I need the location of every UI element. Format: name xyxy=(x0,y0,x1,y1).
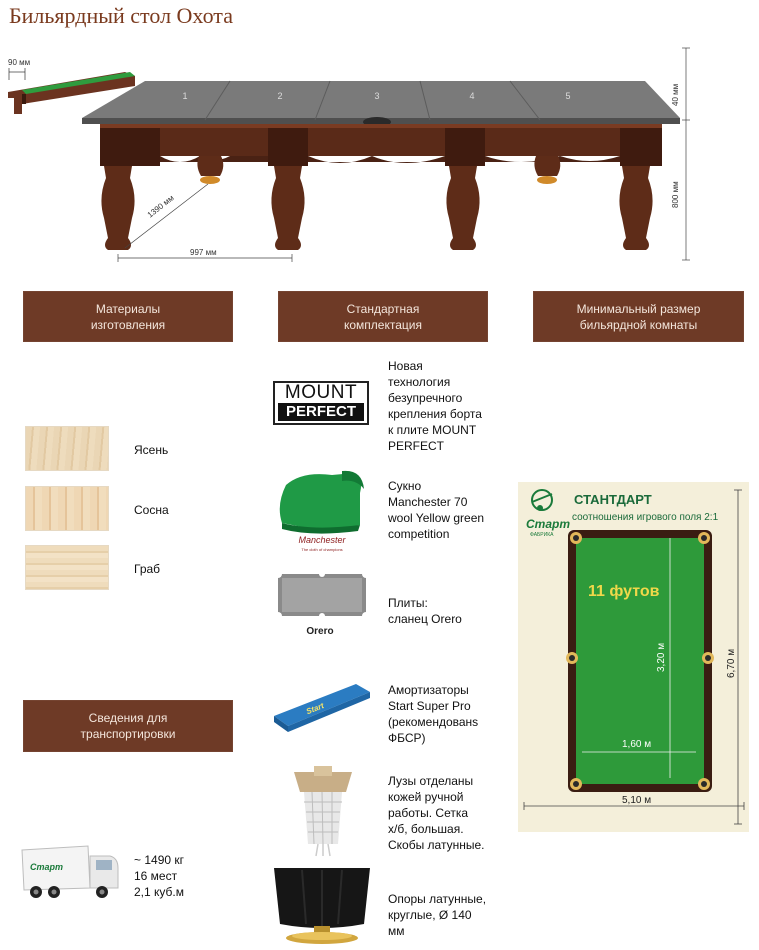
svg-text:Manchester: Manchester xyxy=(298,535,346,545)
leg-icon xyxy=(272,868,372,948)
standard-label: СТАНТДАРТ xyxy=(574,492,652,507)
pocket-icon xyxy=(288,762,358,858)
equipment-text-slate: Плиты: сланец Orero xyxy=(388,596,462,626)
room-size-diagram xyxy=(518,482,749,832)
material-swatch-pine xyxy=(25,486,109,531)
material-label-pine: Сосна xyxy=(134,503,169,517)
material-label-ash: Ясень xyxy=(134,443,169,457)
field-width-label: 1,60 м xyxy=(622,739,652,750)
equipment-text-pocket: Лузы отделаны кожей ручной работы. Сетка х/б, большая. Скобы латунные. xyxy=(388,774,485,852)
mount-perfect-logo: MOUNT PERFECT xyxy=(273,381,369,425)
field-length-label: 3,20 м xyxy=(656,642,667,672)
room-length-label: 6,70 м xyxy=(726,648,737,678)
truck-icon xyxy=(20,844,120,900)
svg-text:Старт: Старт xyxy=(30,862,64,872)
leg-spacing-short-label: 1390 мм xyxy=(145,193,176,220)
page-title: Бильярдный стол Охота xyxy=(9,3,233,28)
table-size-label: 11 футов xyxy=(588,583,660,600)
slate-number-4: 4 xyxy=(469,91,475,101)
material-swatch-hornbeam xyxy=(25,545,109,590)
equipment-text-cushion: Амортизаторы Start Super Pro (рекомендованs ФБСР) xyxy=(388,683,479,745)
table-top xyxy=(82,81,680,120)
transport-header: Сведения для транспортировки xyxy=(23,700,233,752)
table-legs xyxy=(101,156,652,250)
room-header: Минимальный размер бильярдной комнаты xyxy=(533,291,744,342)
transport-pieces: 16 мест xyxy=(134,869,178,883)
svg-text:Start: Start xyxy=(304,701,326,717)
slate-number-1: 1 xyxy=(182,91,188,101)
slate-number-5: 5 xyxy=(565,91,571,101)
equipment-text-mount: Новая технология безупречного крепления борта к плите MOUNT PERFECT xyxy=(388,359,482,453)
rail-width-label: 90 мм xyxy=(8,58,31,67)
svg-text:Orero: Orero xyxy=(306,626,334,637)
svg-text:Старт: Старт xyxy=(526,517,571,531)
room-width-label: 5,10 м xyxy=(622,795,652,806)
slate-icon xyxy=(272,570,372,640)
table-diagram xyxy=(0,38,759,270)
slate-number-2: 2 xyxy=(277,91,283,101)
total-height-label: 800 мм xyxy=(671,181,680,208)
slate-number-3: 3 xyxy=(374,91,380,101)
svg-text:ФАБРИКА: ФАБРИКА xyxy=(530,532,554,538)
top-height-label: 40 мм xyxy=(671,83,680,106)
cloth-icon xyxy=(272,465,372,553)
materials-header: Материалы изготовления xyxy=(23,291,233,342)
equipment-text-leg: Опоры латунные, круглые, Ø 140 мм xyxy=(388,892,487,938)
standard-header: Стандартная комплектация xyxy=(278,291,488,342)
start-logo xyxy=(526,490,570,538)
equipment-text-cloth: Сукно Manchester 70 wool Yellow green competition xyxy=(388,479,485,541)
transport-weight: ~ 1490 кг xyxy=(134,853,184,867)
leg-spacing-long-label: 997 мм xyxy=(190,248,217,257)
transport-info xyxy=(134,852,224,900)
material-swatch-ash xyxy=(25,426,109,471)
ratio-label: соотношения игрового поля 2:1 xyxy=(572,512,719,523)
svg-text:The cloth of champions: The cloth of champions xyxy=(301,547,343,552)
cushion-icon xyxy=(270,678,376,734)
transport-volume: 2,1 куб.м xyxy=(134,885,184,899)
material-label-hornbeam: Граб xyxy=(134,562,161,576)
table-frame xyxy=(100,124,662,156)
